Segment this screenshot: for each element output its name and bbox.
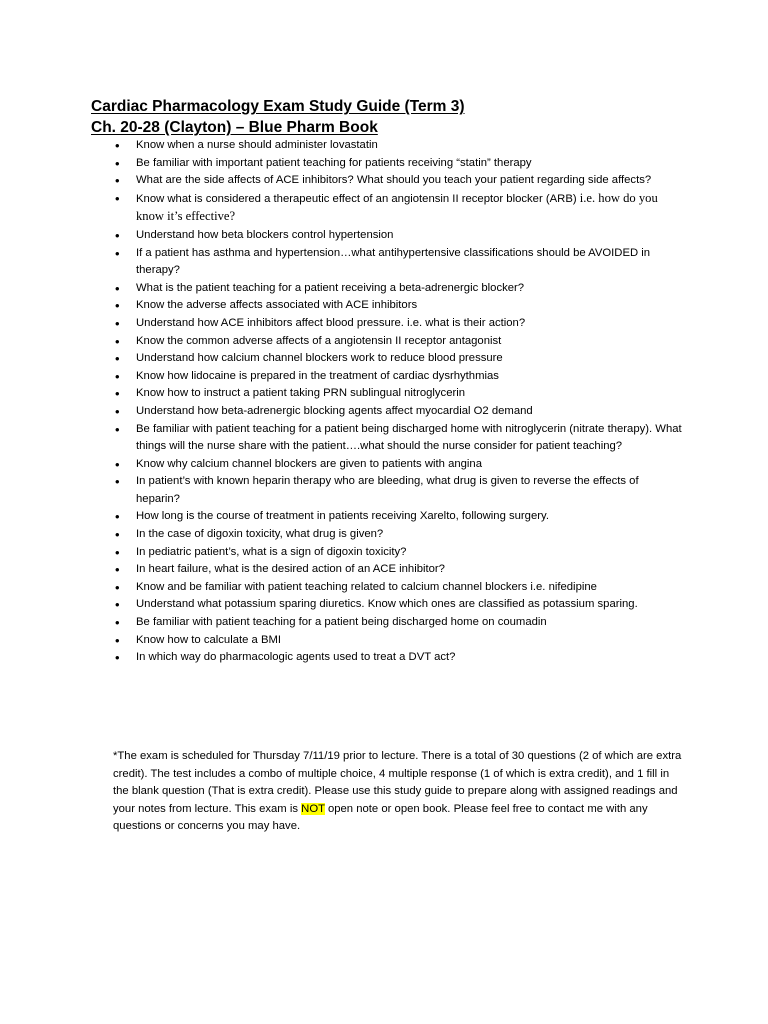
list-item-text: Know and be familiar with patient teaching related to calcium channel blockers i.e. nifedipine: [136, 580, 597, 593]
list-item-text: Know what is considered a therapeutic effect of an angiotensin II receptor blocker (ARB): [136, 192, 580, 205]
list-item-text: Understand how ACE inhibitors affect blood pressure. i.e. what is their action?: [136, 316, 526, 329]
list-item: [113, 614, 683, 632]
list-item: [113, 172, 683, 190]
list-item: [113, 561, 683, 579]
list-item: [113, 456, 683, 474]
list-item: [113, 596, 683, 614]
list-item-text: Understand how beta-adrenergic blocking agents affect myocardial O2 demand: [136, 404, 533, 417]
list-item: [113, 579, 683, 597]
list-item-text: In heart failure, what is the desired action of an ACE inhibitor?: [136, 563, 445, 576]
list-item: [113, 227, 683, 245]
list-item: [113, 297, 683, 315]
list-item-text: Be familiar with important patient teaching for patients receiving “statin” therapy: [136, 156, 532, 169]
study-guide-heading: [91, 96, 731, 138]
list-item-text: What are the side affects of ACE inhibitors? What should you teach your patient regarding side affects?: [136, 174, 652, 187]
list-item-text: In the case of digoxin toxicity, what drug is given?: [136, 528, 384, 541]
list-item-text: What is the patient teaching for a patient receiving a beta-adrenergic blocker?: [136, 281, 525, 294]
document-subtitle: Ch. 20-28 (Clayton) – Blue Pharm Book: [91, 119, 378, 136]
list-item: [113, 333, 683, 351]
list-item: [113, 508, 683, 526]
list-item: [113, 473, 683, 508]
list-item: [113, 368, 683, 386]
list-item: [113, 245, 683, 280]
list-item-text: Be familiar with patient teaching for a patient being discharged home on coumadin: [136, 616, 547, 629]
list-item: [113, 649, 683, 667]
highlighted-not: NOT: [301, 802, 325, 815]
list-item-text: In pediatric patient’s, what is a sign of digoxin toxicity?: [136, 545, 407, 558]
list-item-text: Know when a nurse should administer lovastatin: [136, 139, 378, 151]
list-item-text: In which way do pharmacologic agents used to treat a DVT act?: [136, 651, 456, 664]
list-item-text: Know how to calculate a BMI: [136, 633, 282, 646]
list-item-text: In patient’s with known heparin therapy who are bleeding, what drug is given to reverse the effects of heparin?: [136, 475, 639, 505]
list-item: [113, 544, 683, 562]
document-title: Cardiac Pharmacology Exam Study Guide (Term 3): [91, 98, 465, 115]
list-item-text: Know why calcium channel blockers are given to patients with angina: [136, 457, 483, 470]
list-item: [113, 155, 683, 173]
study-topics-list: [113, 137, 683, 667]
list-item: [113, 526, 683, 544]
list-item: [113, 421, 683, 456]
list-item: [113, 280, 683, 298]
exam-note-text: *The exam is scheduled for Thursday 7/11/19 prior to lecture. There is a total of 30 questions (2 of which are extra credit). The test includes a combo of multiple choice, 4 multiple response (1 of which is extra credit), and 1 fill in the blank question (That is extra credit). Please use this study guide to prepare along with assigned readings and your notes from lecture. This exam is: [113, 750, 682, 815]
list-item: [113, 190, 683, 227]
list-item-text: Know the common adverse affects of a angiotensin II receptor antagonist: [136, 334, 502, 347]
list-item-text: Understand how calcium channel blockers work to reduce blood pressure: [136, 352, 503, 365]
list-item: [113, 350, 683, 368]
list-item-text: How long is the course of treatment in patients receiving Xarelto, following surgery.: [136, 510, 549, 523]
list-item-text: Understand how beta blockers control hypertension: [136, 228, 394, 241]
list-item-text: Know how lidocaine is prepared in the treatment of cardiac dysrhythmias: [136, 369, 499, 382]
list-item-text: Know the adverse affects associated with ACE inhibitors: [136, 299, 418, 312]
exam-note-text-end: open note or open book. Please feel free to contact me with any questions or concerns you may have.: [113, 802, 648, 833]
list-item: [113, 403, 683, 421]
list-item: [113, 632, 683, 650]
list-item-text-serif: i.e. how do you know it’s effective?: [136, 190, 658, 224]
list-item: [113, 315, 683, 333]
list-item-text: Be familiar with patient teaching for a patient being discharged home with nitroglycerin (nitrate therapy). What things will the nurse share with the patient….what should the nurse consider for patient teaching?: [136, 422, 682, 453]
list-item: [113, 137, 683, 155]
exam-note: [113, 748, 683, 836]
list-item-text: Know how to instruct a patient taking PRN sublingual nitroglycerin: [136, 387, 466, 400]
list-item: [113, 385, 683, 403]
list-item-text: If a patient has asthma and hypertension…what antihypertensive classifications should be AVOIDED in therapy?: [136, 246, 651, 277]
list-item-text: Understand what potassium sparing diuretics. Know which ones are classified as potassium sparing.: [136, 598, 638, 611]
